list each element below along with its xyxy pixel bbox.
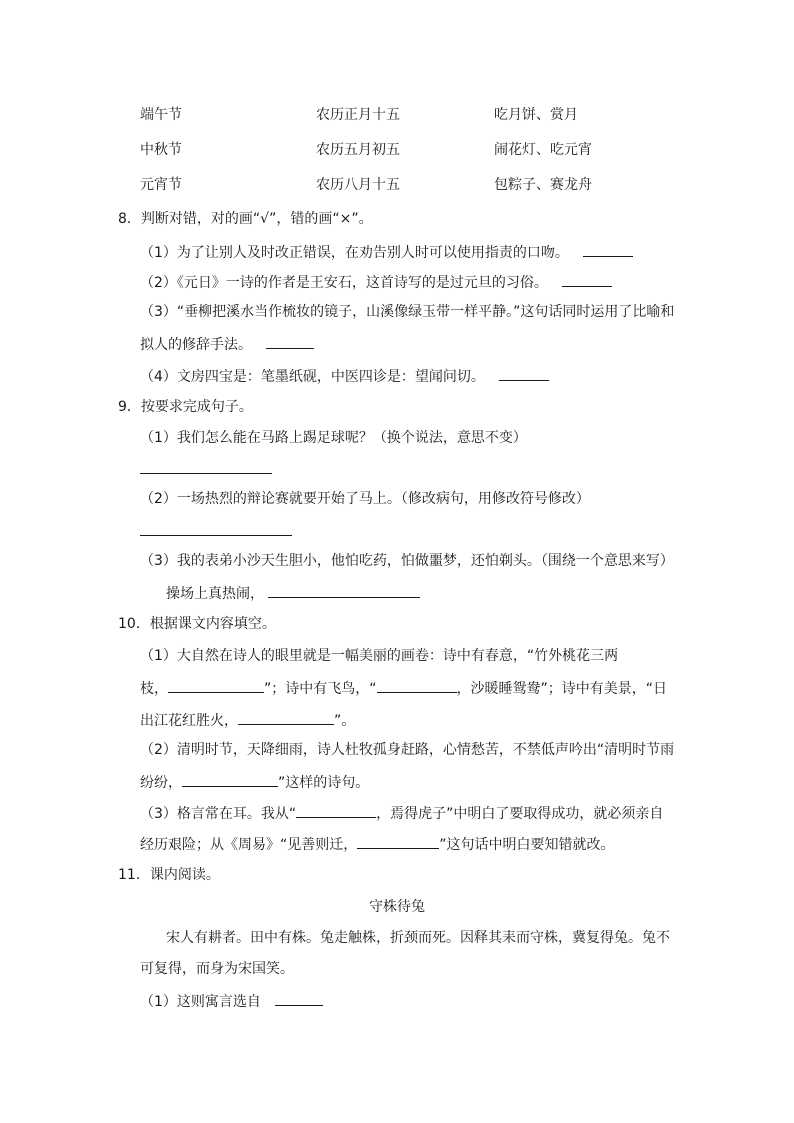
answer-blank[interactable] (238, 710, 334, 725)
q9-answer-line-2[interactable] (140, 535, 292, 536)
q10-item-2-line-2 (140, 772, 369, 792)
q8-item-1-text: （1）为了让别人及时改正错误，在劝告别人时可以使用指责的口吻。 (140, 245, 569, 261)
answer-blank[interactable] (583, 242, 633, 257)
passage-line-1: 宋人有耕者。田中有株。兔走触株，折颈而死。因释其耒而守株，冀复得兔。兔不 (166, 930, 670, 946)
q9-item-3: （3）我的表弟小沙天生胆小，他怕吃药，怕做噩梦，还怕剃头。（围绕一个意思来写） (140, 553, 674, 569)
q10-text: ”这句话中明白要知错就改。 (439, 837, 615, 853)
q11-item-1 (140, 991, 323, 1011)
q10-text: 经历艰险；从《周易》“见善则迁， (140, 837, 358, 853)
passage-line-2: 可复得，而身为宋国笑。 (140, 961, 294, 977)
passage-title: 守株待兔 (369, 899, 425, 915)
q10-item-1-line-3 (140, 710, 355, 730)
custom-cell: 吃月饼、赏月 (494, 107, 578, 123)
q10-text: 枝， (140, 681, 168, 697)
answer-blank[interactable] (562, 272, 612, 287)
answer-blank[interactable] (168, 678, 264, 693)
q10-item-3-line-2 (140, 834, 615, 854)
q8-item-2 (140, 272, 612, 292)
q8-item-4 (140, 366, 549, 386)
q10-item-3-line-1 (140, 803, 663, 823)
festival-cell: 元宵节 (140, 177, 182, 193)
date-cell: 农历八月十五 (316, 177, 400, 193)
custom-cell: 包粽子、赛龙舟 (494, 177, 592, 193)
answer-blank[interactable] (266, 334, 314, 349)
q8-item-1 (140, 242, 633, 262)
answer-blank[interactable] (357, 834, 439, 849)
q8-item-3-cont: 拟人的修辞手法。 (140, 337, 252, 353)
q10-text: 纷纷， (140, 775, 182, 791)
q8-item-4-text: （4）文房四宝是：笔墨纸砚，中医四诊是：望闻问切。 (140, 369, 485, 385)
festival-cell: 端午节 (140, 107, 182, 123)
q9-item-3-prompt (166, 583, 420, 603)
custom-cell: 闹花灯、吃元宵 (494, 142, 592, 158)
question-11-title: 11．课内阅读。 (118, 867, 220, 883)
question-8-title: 8．判断对错，对的画“√”，错的画“×”。 (118, 211, 373, 227)
q10-text: ”；诗中有飞鸟，“ (264, 681, 377, 697)
answer-blank[interactable] (377, 678, 457, 693)
q9-item-3-prompt-text: 操场上真热闹， (166, 586, 264, 602)
q8-item-2-text: （2）《元日》一诗的作者是王安石，这首诗写的是过元旦的习俗。 (140, 275, 548, 291)
date-cell: 农历五月初五 (316, 142, 400, 158)
answer-blank[interactable] (268, 583, 420, 598)
q9-item-2: （2）一场热烈的辩论赛就要开始了马上。（修改病句，用修改符号修改） (140, 491, 590, 507)
answer-blank[interactable] (275, 991, 323, 1006)
question-9-title: 9．按要求完成句子。 (118, 399, 253, 415)
q11-item-1-text: （1）这则寓言选自 (140, 994, 261, 1010)
answer-blank[interactable] (296, 803, 376, 818)
q10-text: ，焉得虎子”中明白了要取得成功，就必须亲自 (376, 806, 664, 822)
q10-text: ”。 (334, 713, 356, 729)
q8-item-3-text: （3）“垂柳把溪水当作梳妆的镜子，山溪像绿玉带一样平静。”这句话同时运用了比喻和 (140, 304, 675, 320)
date-cell: 农历正月十五 (316, 107, 400, 123)
answer-blank[interactable] (182, 772, 278, 787)
q10-item-2-line-1: （2）清明时节，天降细雨，诗人杜牧孤身赶路，心情愁苦，不禁低声吟出“清明时节雨 (140, 742, 675, 758)
q10-text: 出江花红胜火， (140, 713, 238, 729)
q9-item-1: （1）我们怎么能在马路上踢足球呢？（换个说法，意思不变） (140, 430, 527, 446)
q8-item-3 (140, 334, 314, 354)
question-10-title: 10．根据课文内容填空。 (118, 616, 276, 632)
festival-cell: 中秋节 (140, 142, 182, 158)
q10-text: ，沙暖睡鸳鸯”；诗中有美景，“日 (456, 681, 668, 697)
q10-text: ”这样的诗句。 (278, 775, 370, 791)
q9-answer-line-1[interactable] (140, 473, 272, 474)
q10-item-1-line-2 (140, 678, 667, 698)
answer-blank[interactable] (499, 366, 549, 381)
q10-text: （3）格言常在耳。我从“ (140, 806, 297, 822)
q10-item-1-line-1: （1）大自然在诗人的眼里就是一幅美丽的画卷：诗中有春意，“竹外桃花三两 (140, 648, 619, 664)
